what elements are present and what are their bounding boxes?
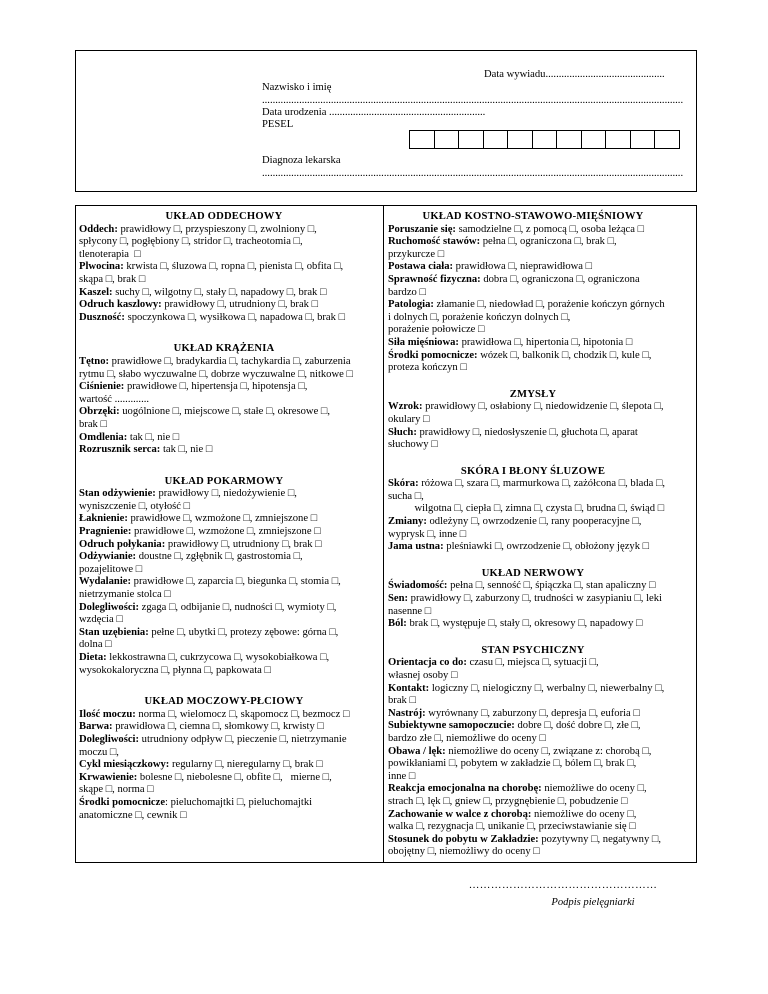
field-options[interactable]: okulary □ bbox=[388, 413, 430, 425]
field-options[interactable]: prawidłowa □, hipertonia □, hipotonia □ bbox=[458, 336, 633, 348]
field-label: Sprawność fizyczna: bbox=[388, 273, 481, 285]
field-label: Dieta: bbox=[79, 652, 107, 663]
pesel-label: PESEL bbox=[262, 119, 294, 130]
form-line[interactable] bbox=[79, 381, 369, 394]
form-line[interactable] bbox=[388, 350, 678, 363]
field-options[interactable]: wysokokaloryczna □, płynna □, papkowata □ bbox=[79, 664, 271, 676]
field-label: Postawa ciała: bbox=[388, 261, 454, 273]
form-line[interactable] bbox=[79, 356, 369, 369]
form-line[interactable] bbox=[388, 834, 678, 847]
form-line[interactable] bbox=[388, 427, 678, 440]
field-label: Kontakt: bbox=[388, 682, 430, 694]
form-line[interactable] bbox=[79, 432, 369, 445]
form-line[interactable] bbox=[388, 708, 678, 721]
field-options[interactable]: prawidłowy □, utrudniony □, brak □ bbox=[161, 299, 319, 311]
form-line[interactable] bbox=[388, 362, 678, 375]
form-line[interactable] bbox=[79, 709, 369, 722]
form-line[interactable] bbox=[388, 287, 678, 300]
form-line[interactable] bbox=[388, 657, 678, 670]
field-options[interactable]: bolesne □, niebolesne □, obfite □, mierne □, bbox=[137, 771, 332, 783]
field-options[interactable]: czasu □, miejsca □, sytuacji □, bbox=[466, 657, 599, 669]
field-options[interactable]: niemożliwe do oceny □, związane z: chorobą □, bbox=[445, 745, 652, 757]
pesel-digit-cell[interactable] bbox=[581, 130, 607, 149]
field-options[interactable]: bardzo □ bbox=[388, 286, 426, 298]
field-options[interactable]: prawidłowy □, osłabiony □, niedowidzenie □, ślepota □, bbox=[422, 401, 664, 413]
form-line[interactable] bbox=[388, 516, 678, 529]
field-label: Odżywianie: bbox=[79, 551, 137, 563]
form-line[interactable] bbox=[388, 529, 678, 542]
form-line[interactable] bbox=[79, 236, 369, 249]
pesel-digit-cell[interactable] bbox=[605, 130, 631, 149]
field-options[interactable]: prawidłowe □, wzmożone □, zmniejszone □ bbox=[131, 526, 321, 538]
form-line[interactable] bbox=[79, 627, 369, 640]
section-stan-psychiczny bbox=[388, 645, 678, 859]
field-options[interactable]: dolna □ bbox=[79, 639, 112, 651]
field-options[interactable]: pozytywny □, negatywny □, bbox=[538, 833, 661, 845]
field-options[interactable]: utrudniony odpływ □, pieczenie □, nietrzymanie bbox=[139, 733, 347, 745]
interview-date-field[interactable]: Data wywiadu............................................. bbox=[484, 69, 665, 80]
field-label: Słuch: bbox=[388, 426, 417, 438]
field-label: Ruchomość stawów: bbox=[388, 236, 481, 248]
form-line[interactable] bbox=[79, 747, 369, 760]
field-label: Łaknienie: bbox=[79, 513, 128, 525]
form-line[interactable] bbox=[388, 503, 678, 516]
section-title: UKŁAD KRĄŻENIA bbox=[173, 343, 275, 355]
form-line[interactable] bbox=[388, 606, 678, 619]
field-options[interactable]: przykurcze □ bbox=[388, 248, 445, 260]
form-line[interactable] bbox=[388, 783, 678, 796]
field-options[interactable]: krwista □, śluzowa □, ropna □, pienista □, obfita □, bbox=[123, 261, 344, 273]
section-skora-i-blony-sluzowe bbox=[388, 466, 678, 554]
field-label: Ilość moczu: bbox=[79, 708, 136, 720]
field-options[interactable]: lekkostrawna □, cukrzycowa □, wysokobiałkowa □, bbox=[106, 652, 330, 663]
form-line[interactable] bbox=[388, 809, 678, 822]
pesel-digit-cell[interactable] bbox=[409, 130, 435, 149]
field-options[interactable]: samodzielne □, z pomocą □, osoba leżąca □ bbox=[455, 223, 645, 235]
field-options[interactable]: wyniszczenie □, otyłość □ bbox=[79, 500, 191, 512]
form-line[interactable] bbox=[79, 810, 369, 823]
form-line[interactable] bbox=[79, 406, 369, 419]
form-line[interactable] bbox=[79, 639, 369, 652]
pesel-digit-grid[interactable] bbox=[410, 130, 680, 149]
form-line[interactable] bbox=[79, 734, 369, 747]
form-line[interactable] bbox=[79, 576, 369, 589]
field-options[interactable]: uogólnione □, miejscowe □, stałe □, okresowe □, bbox=[119, 406, 330, 418]
field-label: Obawa / lęk: bbox=[388, 745, 446, 757]
section-uklad-oddechowy bbox=[79, 211, 369, 324]
pesel-digit-cell[interactable] bbox=[434, 130, 460, 149]
field-label: Reakcja emocjonalna na chorobę: bbox=[388, 783, 542, 795]
field-options[interactable]: norma □, wielomocz □, skąpomocz □, bezmocz □ bbox=[135, 708, 350, 720]
form-line[interactable] bbox=[79, 513, 369, 526]
field-options[interactable]: pozajelitowe □ bbox=[79, 563, 143, 575]
field-label: Patologia: bbox=[388, 299, 434, 311]
field-options[interactable]: brak □ bbox=[79, 418, 107, 430]
field-label: Omdlenia: bbox=[79, 431, 128, 443]
field-options[interactable]: pełna □, ograniczona □, brak □, bbox=[480, 236, 617, 248]
section-uklad-kostno-stawowo-miesniowy bbox=[388, 211, 678, 375]
field-options[interactable]: i dolnych □, porażenie kończyn dolnych □, bbox=[388, 311, 571, 323]
left-column bbox=[79, 211, 369, 822]
field-options[interactable]: prawidłowy □, utrudniony □, brak □ bbox=[165, 538, 322, 550]
name-label: Nazwisko i imię bbox=[262, 82, 332, 93]
form-line[interactable] bbox=[388, 541, 678, 554]
form-line[interactable] bbox=[79, 589, 369, 602]
field-label: Środki pomocnicze: bbox=[388, 349, 478, 361]
field-label: Orientacja co do: bbox=[388, 657, 467, 669]
form-line[interactable] bbox=[79, 526, 369, 539]
field-label: Tętno: bbox=[79, 355, 110, 367]
diagnosis-field[interactable]: ............................................................................................................................................................... bbox=[262, 168, 684, 179]
form-line[interactable] bbox=[388, 846, 678, 859]
form-line[interactable] bbox=[388, 618, 678, 631]
field-options[interactable]: wilgotna □, ciepła □, zimna □, czysta □, brudna □, świąd □ bbox=[388, 503, 665, 515]
field-label: Cykl miesiączkowy: bbox=[79, 759, 170, 771]
form-line[interactable] bbox=[388, 337, 678, 350]
name-field[interactable]: ............................................................................................................................................................... bbox=[262, 95, 684, 106]
field-options[interactable]: brak □, występuje □, stały □, okresowy □, napadowy □ bbox=[406, 618, 643, 630]
field-options[interactable]: odleżyny □, owrzodzenie □, rany pooperacyjne □, bbox=[426, 516, 642, 528]
diagnosis-label: Diagnoza lekarska bbox=[262, 155, 341, 166]
field-label: Plwocina: bbox=[79, 261, 124, 273]
right-column bbox=[388, 211, 678, 859]
form-line[interactable] bbox=[79, 721, 369, 734]
form-line[interactable] bbox=[79, 249, 369, 262]
field-label: Rozrusznik serca: bbox=[79, 444, 161, 456]
field-options[interactable]: inne □ bbox=[388, 770, 416, 782]
section-title: UKŁAD KOSTNO-STAWOWO-MIĘŚNIOWY bbox=[422, 211, 644, 222]
field-options[interactable]: tak □, nie □ bbox=[127, 431, 180, 443]
field-label: Pragnienie: bbox=[79, 526, 132, 538]
section-title: UKŁAD NERWOWY bbox=[481, 567, 585, 579]
field-options[interactable]: tlenoterapia □ bbox=[79, 248, 141, 260]
field-options[interactable]: prawidłowe □, wzmożone □, zmniejszone □ bbox=[127, 513, 318, 525]
birth-date-field[interactable]: Data urodzenia ........................................................... bbox=[262, 107, 486, 118]
form-line[interactable] bbox=[388, 733, 678, 746]
field-label: Wydalanie: bbox=[79, 576, 131, 588]
form-line[interactable] bbox=[388, 670, 678, 683]
field-options[interactable]: prawidłowy □, zaburzony □, trudności w zasypianiu □, leki bbox=[408, 593, 662, 605]
field-options[interactable]: skąpe □, norma □ bbox=[79, 784, 154, 796]
field-label: Duszność: bbox=[79, 311, 125, 323]
field-options[interactable]: wartość ............. bbox=[79, 393, 150, 405]
form-line[interactable] bbox=[79, 759, 369, 772]
field-options[interactable]: nasenne □ bbox=[388, 605, 432, 617]
field-options[interactable]: bardzo złe □, niemożliwe do oceny □ bbox=[388, 732, 546, 744]
field-label: Wzrok: bbox=[388, 401, 423, 413]
field-options[interactable]: dobre □, dość dobre □, złe □, bbox=[514, 720, 641, 732]
pesel-digit-cell[interactable] bbox=[532, 130, 558, 149]
field-options[interactable]: wzdęcia □ bbox=[79, 614, 123, 626]
field-options[interactable]: prawidłowe □, zaparcia □, biegunka □, stomia □, bbox=[131, 576, 341, 588]
field-options[interactable]: wózek □, balkonik □, chodzik □, kule □, bbox=[477, 349, 652, 361]
field-options[interactable]: złamanie □, niedowład □, porażenie kończyn górnych bbox=[433, 299, 665, 311]
section-uklad-pokarmowy bbox=[79, 476, 369, 678]
form-line[interactable] bbox=[388, 261, 678, 274]
section-title: ZMYSŁY bbox=[509, 388, 557, 400]
form-line[interactable] bbox=[388, 249, 678, 262]
form-line[interactable] bbox=[79, 539, 369, 552]
form-line[interactable] bbox=[79, 652, 369, 665]
section-zmysly bbox=[388, 389, 678, 452]
field-options[interactable]: różowa □, szara □, marmurkowa □, zażółcona □, blada □, bbox=[418, 478, 666, 490]
field-options[interactable]: prawidłowe □, hipertensja □, hipotensja □, bbox=[124, 381, 308, 393]
form-line[interactable] bbox=[79, 261, 369, 274]
field-options[interactable]: pełne □, ubytki □, protezy zębowe: górna □, bbox=[148, 626, 339, 638]
form-line[interactable] bbox=[79, 614, 369, 627]
pesel-digit-cell[interactable] bbox=[458, 130, 484, 149]
form-line[interactable] bbox=[388, 580, 678, 593]
form-line[interactable] bbox=[79, 488, 369, 501]
field-options[interactable]: porażenie połowicze □ bbox=[388, 324, 485, 336]
pesel-digit-cell[interactable] bbox=[654, 130, 680, 149]
field-label: Siła mięśniowa: bbox=[388, 336, 459, 348]
field-label: Kaszel: bbox=[79, 286, 113, 298]
form-line[interactable] bbox=[79, 784, 369, 797]
form-line[interactable] bbox=[79, 224, 369, 237]
pesel-digit-cell[interactable] bbox=[483, 130, 509, 149]
form-line[interactable] bbox=[79, 287, 369, 300]
form-line[interactable] bbox=[79, 797, 369, 810]
field-options[interactable]: : pieluchomajtki □, pieluchomajtki bbox=[165, 796, 313, 808]
form-line[interactable] bbox=[388, 491, 678, 504]
field-options[interactable]: brak □ bbox=[388, 695, 416, 707]
section-title: STAN PSYCHICZNY bbox=[481, 644, 585, 656]
field-label: Dolegliwości: bbox=[79, 733, 140, 745]
field-options[interactable]: niemożliwe do oceny □, bbox=[531, 808, 637, 820]
form-line[interactable] bbox=[388, 274, 678, 287]
field-options[interactable]: dobra □, ograniczona □, ograniczona bbox=[480, 273, 640, 285]
field-options[interactable]: nietrzymanie stolca □ bbox=[79, 589, 171, 601]
form-line[interactable] bbox=[79, 564, 369, 577]
form-line[interactable] bbox=[79, 551, 369, 564]
pesel-digit-cell[interactable] bbox=[507, 130, 533, 149]
form-line[interactable] bbox=[388, 224, 678, 237]
column-divider bbox=[383, 205, 384, 863]
form-line[interactable] bbox=[388, 695, 678, 708]
field-label: Poruszanie się: bbox=[388, 223, 456, 235]
form-line[interactable] bbox=[388, 312, 678, 325]
section-title: UKŁAD ODDECHOWY bbox=[165, 211, 283, 222]
form-line[interactable] bbox=[388, 821, 678, 834]
section-uklad-krazenia bbox=[79, 343, 369, 456]
field-options[interactable]: rytmu □, słabo wyczuwalne □, dobrze wyczuwalne □, nitkowe □ bbox=[79, 368, 353, 380]
field-options[interactable]: skąpa □, brak □ bbox=[79, 273, 146, 285]
field-options[interactable]: wyprysk □, inne □ bbox=[388, 528, 467, 540]
form-line[interactable] bbox=[388, 746, 678, 759]
field-label: Krwawienie: bbox=[79, 771, 138, 783]
field-label: Barwa: bbox=[79, 721, 113, 733]
form-line[interactable] bbox=[79, 501, 369, 514]
field-label: Stosunek do pobytu w Zakładzie: bbox=[388, 833, 539, 845]
form-line[interactable] bbox=[388, 478, 678, 491]
section-uklad-nerwowy bbox=[388, 568, 678, 631]
field-options[interactable]: prawidłowa □, nieprawidłowa □ bbox=[453, 261, 593, 273]
field-options[interactable]: niemożliwe do oceny □, bbox=[541, 783, 647, 795]
field-options[interactable]: suchy □, wilgotny □, stały □, napadowy □, brak □ bbox=[112, 286, 327, 298]
field-options[interactable]: prawidłowe □, bradykardia □, tachykardia □, zaburzenia bbox=[109, 355, 351, 367]
form-line[interactable] bbox=[388, 771, 678, 784]
field-options[interactable]: doustne □, zgłębnik □, gastrostomia □, bbox=[136, 551, 303, 563]
form-line[interactable] bbox=[388, 758, 678, 771]
field-label: Ból: bbox=[388, 618, 407, 630]
field-label: Stan odżywienie: bbox=[79, 488, 156, 500]
field-options[interactable]: spłycony □, pogłębiony □, stridor □, tracheotomia □, bbox=[79, 236, 303, 248]
form-line[interactable] bbox=[388, 236, 678, 249]
form-line[interactable] bbox=[79, 394, 369, 407]
field-options[interactable]: słuchowy □ bbox=[388, 439, 438, 451]
form-line[interactable] bbox=[79, 419, 369, 432]
field-label: Jama ustna: bbox=[388, 541, 444, 553]
field-options[interactable]: tak □, nie □ bbox=[160, 444, 213, 456]
field-options[interactable]: moczu □, bbox=[79, 746, 119, 758]
form-line[interactable] bbox=[388, 299, 678, 312]
field-label: Subiektywne samopoczucie: bbox=[388, 720, 515, 732]
field-label: Nastrój: bbox=[388, 707, 426, 719]
field-options[interactable]: regularny □, nieregularny □, brak □ bbox=[169, 759, 323, 771]
form-line[interactable] bbox=[79, 312, 369, 325]
field-label: Oddech: bbox=[79, 223, 118, 235]
form-line[interactable] bbox=[79, 665, 369, 678]
field-options[interactable]: prawidłowa □, ciemna □, słomkowy □, krwisty □ bbox=[112, 721, 324, 733]
section-title: SKÓRA I BŁONY ŚLUZOWE bbox=[460, 465, 606, 477]
form-line[interactable] bbox=[388, 593, 678, 606]
field-label: Sen: bbox=[388, 593, 409, 605]
signature-line[interactable]: …………………………………………… bbox=[468, 880, 658, 891]
form-line[interactable] bbox=[388, 720, 678, 733]
pesel-digit-cell[interactable] bbox=[630, 130, 656, 149]
field-options[interactable]: sucha □, bbox=[388, 490, 424, 502]
field-options[interactable]: pleśniawki □, owrzodzenie □, obłożony język □ bbox=[443, 541, 650, 553]
field-label: Obrzęki: bbox=[79, 406, 120, 418]
form-line[interactable] bbox=[388, 324, 678, 337]
field-label: Stan uzębienia: bbox=[79, 626, 149, 638]
field-options[interactable]: anatomiczne □, cewnik □ bbox=[79, 809, 187, 821]
field-options[interactable]: wyrównany □, zaburzony □, depresja □, euforia □ bbox=[425, 707, 640, 719]
field-label: Odruch kaszlowy: bbox=[79, 299, 162, 311]
section-title: UKŁAD MOCZOWY-PŁCIOWY bbox=[144, 696, 304, 708]
field-options[interactable]: zgaga □, odbijanie □, nudności □, wymioty □, bbox=[139, 601, 337, 613]
form-line[interactable] bbox=[388, 439, 678, 452]
field-options[interactable]: spoczynkowa □, wysiłkowa □, napadowa □, brak □ bbox=[124, 311, 345, 323]
form-line[interactable] bbox=[388, 401, 678, 414]
field-options[interactable]: obojętny □, niemożliwy do oceny □ bbox=[388, 846, 540, 858]
form-line[interactable] bbox=[79, 602, 369, 615]
form-line[interactable] bbox=[79, 444, 369, 457]
field-label: Odruch połykania: bbox=[79, 538, 166, 550]
field-options[interactable]: pełna □, senność □, śpiączka □, stan apaliczny □ bbox=[447, 580, 656, 592]
field-label: Skóra: bbox=[388, 478, 419, 490]
field-label: Świadomość: bbox=[388, 580, 448, 592]
section-title: UKŁAD POKARMOWY bbox=[164, 475, 284, 487]
form-line[interactable] bbox=[79, 299, 369, 312]
field-options[interactable]: prawidłowy □, niedosłyszenie □, głuchota □, aparat bbox=[416, 426, 638, 438]
signature-block bbox=[458, 880, 668, 909]
form-line[interactable] bbox=[388, 683, 678, 696]
field-label: Dolegliwości: bbox=[79, 601, 140, 613]
form-line[interactable] bbox=[388, 796, 678, 809]
section-uklad-moczowy-plciowy bbox=[79, 696, 369, 822]
field-options[interactable]: strach □, lęk □, gniew □, przygnębienie □, pobudzenie □ bbox=[388, 795, 628, 807]
field-options[interactable]: prawidłowy □, przyspieszony □, zwolniony □, bbox=[117, 223, 317, 235]
field-label: Środki pomocnicze bbox=[79, 796, 166, 808]
field-label: Zmiany: bbox=[388, 516, 427, 528]
field-options[interactable]: własnej osoby □ bbox=[388, 670, 458, 681]
signature-label: Podpis pielęgniarki bbox=[551, 896, 635, 908]
form-line[interactable] bbox=[388, 414, 678, 427]
form-line[interactable] bbox=[79, 274, 369, 287]
field-options[interactable]: walka □, rezygnacja □, unikanie □, przeciwstawianie się □ bbox=[388, 821, 636, 833]
field-label: Ciśnienie: bbox=[79, 381, 125, 393]
field-label: Zachowanie w walce z chorobą: bbox=[388, 808, 532, 820]
form-line[interactable] bbox=[79, 369, 369, 382]
field-options[interactable]: logiczny □, nielogiczny □, werbalny □, niewerbalny □, bbox=[429, 682, 665, 694]
form-line[interactable] bbox=[79, 772, 369, 785]
field-options[interactable]: prawidłowy □, niedożywienie □, bbox=[155, 488, 297, 500]
field-options[interactable]: proteza kończyn □ bbox=[388, 362, 467, 374]
field-options[interactable]: powikłaniami □, pobytem w zakładzie □, bólem □, brak □, bbox=[388, 758, 637, 770]
pesel-digit-cell[interactable] bbox=[556, 130, 582, 149]
